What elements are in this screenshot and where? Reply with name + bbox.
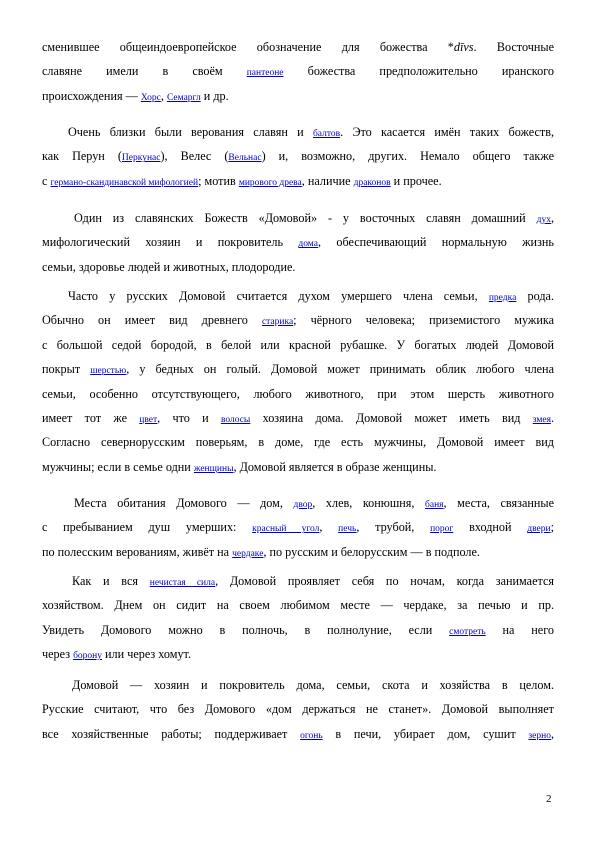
- inline-link[interactable]: шерстью: [90, 366, 127, 377]
- text-run: . Восточные: [473, 40, 554, 54]
- text-run: ; чёрного человека; приземистого мужика: [293, 313, 554, 328]
- inline-link[interactable]: баня: [425, 500, 444, 510]
- text-run: и прочее.: [390, 173, 442, 188]
- text-run: в печи, убирает дом, сушит: [322, 726, 529, 741]
- text-line: [42, 357, 554, 381]
- inline-link[interactable]: балтов: [312, 129, 341, 139]
- inline-link[interactable]: германо-скандинавской мифологией: [50, 177, 199, 188]
- inline-link[interactable]: двери: [527, 524, 551, 535]
- inline-link[interactable]: предка: [488, 293, 517, 303]
- text-run: семьи, здоровье людей и животных, плодородие.: [42, 259, 296, 274]
- inline-link[interactable]: волосы: [220, 414, 251, 425]
- inline-link[interactable]: двор: [293, 500, 313, 510]
- text-line: [42, 569, 554, 593]
- text-run: , наличие: [301, 173, 354, 188]
- text-run: покрыт: [42, 362, 91, 377]
- text-run: , у бедных он голый. Домовой может принимать облик любого члена: [126, 362, 554, 377]
- text-run: Увидеть Домового можно в полночь, в полнолуние, если: [42, 622, 450, 637]
- text-run: ,: [160, 88, 167, 103]
- text-run: славяне имели в своём: [42, 64, 247, 79]
- inline-link[interactable]: пантеоне: [246, 68, 284, 79]
- text-run: с большой седой бородой, в белой или красной рубашке. У богатых людей Домовой: [42, 337, 554, 352]
- inline-link[interactable]: зерно: [528, 730, 551, 741]
- inline-link[interactable]: Перкунас: [121, 153, 161, 164]
- text-run: с: [42, 173, 51, 188]
- inline-link[interactable]: мирового древа: [238, 177, 302, 188]
- text-line: [42, 618, 554, 642]
- inline-link[interactable]: Семаргл: [166, 92, 201, 103]
- text-run: все хозяйственные работы; поддерживает: [42, 726, 301, 741]
- text-line: [42, 59, 554, 83]
- inline-link[interactable]: огонь: [300, 730, 323, 741]
- text-line: [42, 430, 554, 454]
- paragraph: [42, 206, 554, 279]
- page-number: 2: [546, 793, 552, 805]
- text-run: Домовой — хозяин и покровитель дома, семьи, скота и хозяйства в целом.: [72, 678, 554, 692]
- text-run: Обычно он имеет вид древнего: [42, 313, 262, 328]
- text-run: ), Велес (: [160, 149, 229, 164]
- inline-link[interactable]: старика: [261, 317, 294, 328]
- text-run: мифологический хозяин и покровитель: [42, 235, 299, 250]
- paragraph: [42, 284, 554, 479]
- text-run: Согласно севернорусским поверьям, в доме, где есть мужчины, Домовой имеет вид: [42, 435, 554, 450]
- inline-link[interactable]: Хорс: [140, 92, 161, 103]
- text-line: [42, 255, 554, 279]
- text-run: происхождения —: [42, 88, 141, 103]
- text-run: , места, связанные: [443, 496, 555, 510]
- text-run: , Домовой является в образе женщины.: [233, 459, 437, 474]
- text-line: [42, 35, 554, 59]
- text-line: [42, 540, 554, 564]
- inline-link[interactable]: цвет: [139, 414, 158, 425]
- text-line: [42, 382, 554, 406]
- text-line: [42, 491, 554, 515]
- text-run: или через хомут.: [101, 647, 192, 662]
- inline-link[interactable]: драконов: [353, 177, 391, 188]
- text-run: божества предположительно иранского: [283, 64, 554, 79]
- inline-link[interactable]: дух: [536, 215, 551, 225]
- text-run: хозяина дома. Домовой может иметь вид: [250, 410, 533, 425]
- paragraph: [42, 673, 554, 746]
- inline-link[interactable]: чердаке: [232, 548, 264, 559]
- text-run: .: [550, 410, 554, 425]
- text-run: рода.: [516, 289, 555, 303]
- paragraph: [42, 491, 554, 564]
- text-run: . Это касается имён таких божеств,: [340, 125, 554, 139]
- paragraph: [42, 120, 554, 193]
- text-line: [42, 284, 554, 308]
- text-run: Русские считают, что без Домового «дом держаться не станет». Домовой выполняет: [42, 702, 554, 717]
- text-run: Часто у русских Домовой считается духом умершего члена семьи,: [68, 289, 489, 303]
- text-run: Как и вся: [72, 574, 150, 588]
- text-run: , что и: [157, 410, 221, 425]
- text-run: , обеспечивающий нормальную жизнь: [317, 235, 554, 250]
- inline-link[interactable]: порог: [430, 524, 454, 535]
- text-line: [42, 642, 554, 666]
- inline-link[interactable]: змея: [532, 414, 551, 425]
- text-run: ,: [550, 726, 554, 741]
- text-run: сменившее общеиндоевропейское обозначение для божества *: [42, 40, 454, 54]
- text-line: [42, 515, 554, 539]
- text-run: , трубой,: [356, 520, 431, 535]
- text-line: [42, 144, 554, 168]
- text-line: [42, 333, 554, 357]
- inline-link[interactable]: дома: [298, 239, 318, 250]
- inline-link[interactable]: печь: [338, 524, 357, 535]
- text-run: имеет тот же: [42, 410, 140, 425]
- text-run: через: [42, 647, 74, 662]
- text-run: ;: [550, 520, 554, 535]
- text-run: , по русским и белорусским — в подполе.: [263, 544, 480, 559]
- inline-link[interactable]: борону: [73, 651, 102, 662]
- text-run: с пребыванием душ умерших:: [42, 520, 253, 535]
- text-run: ,: [319, 520, 339, 535]
- inline-link[interactable]: смотреть: [449, 626, 486, 637]
- text-line: [42, 722, 554, 746]
- inline-link[interactable]: нечистая сила: [149, 578, 216, 588]
- text-run: по полесским верованиям, живёт на: [42, 544, 233, 559]
- paragraph: [42, 35, 554, 108]
- text-line: [42, 697, 554, 721]
- text-run: Очень близки были верования славян и: [68, 125, 313, 139]
- paragraph: [42, 569, 554, 667]
- inline-link[interactable]: женщины: [193, 463, 234, 474]
- text-line: [42, 455, 554, 479]
- text-line: [42, 593, 554, 617]
- text-run: ) и, возможно, других. Немало общего также: [261, 149, 554, 164]
- text-run: , хлев, конюшня,: [312, 496, 426, 510]
- text-line: [42, 673, 554, 697]
- text-run: Места обитания Домового — дом,: [74, 496, 294, 510]
- text-run: , Домовой проявляет себя по ночам, когда занимается: [215, 574, 554, 588]
- text-run: входной: [453, 520, 528, 535]
- text-run: Один из славянских Божеств «Домовой» - у восточных славян домашний: [74, 211, 537, 225]
- text-run: как Перун (: [42, 149, 122, 164]
- text-line: [42, 230, 554, 254]
- text-run: на него: [485, 622, 554, 637]
- text-line: [42, 308, 554, 332]
- text-run: мужчины; если в семье одни: [42, 459, 194, 474]
- text-run: хозяйством. Днем он сидит на своем любимом месте — чердаке, за печью и пр.: [42, 598, 554, 613]
- text-line: [42, 406, 554, 430]
- text-run: ,: [550, 211, 554, 225]
- text-line: [42, 169, 554, 193]
- text-run: ; мотив: [198, 173, 239, 188]
- text-run: и др.: [200, 88, 229, 103]
- text-line: [42, 206, 554, 230]
- text-line: [42, 84, 554, 108]
- text-run: семьи, особенно отсутствующего, любого животного, при этом шерсть животного: [42, 386, 554, 401]
- italic-term: dīvs: [453, 40, 474, 54]
- inline-link[interactable]: красный угол: [252, 524, 320, 535]
- text-line: [42, 120, 554, 144]
- inline-link[interactable]: Вельнас: [228, 153, 262, 164]
